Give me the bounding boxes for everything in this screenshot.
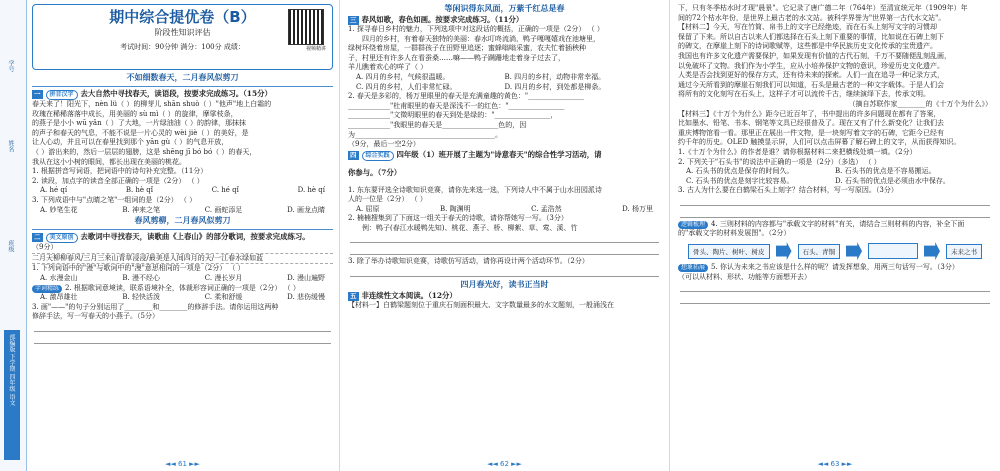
passage-line: 让人心动，并且可以在春里找到那个 yān gù（ ）的气息开放， bbox=[32, 138, 229, 147]
passage-line: 我从在这小小树的眼间，都长出现在美丽的桃花。 bbox=[32, 157, 186, 166]
question: 3. 画"——"的句子分别运用了________和________的修辞手法。请你运用这两种 bbox=[32, 302, 279, 311]
page-63 bbox=[670, 0, 1000, 471]
question: （可以从材料、形状、功能等方面想开去） bbox=[678, 272, 811, 281]
material-line: 【材料一】白鹤梁题刻位于重庆石刻面积最大、文字数量最多的水文题刻，一般涌浅在 bbox=[348, 301, 614, 310]
passage-line: 子，村里还有许多人在看蚕桑……嘛——鸭子蹒跚地走着身子过去了， bbox=[348, 53, 565, 62]
options-row: A. 水漫金山 B. 漫不经心 C. 漫长岁月 D. 漫山遍野 bbox=[40, 273, 325, 282]
question: 1. 东东要评选全诗歌知识竞赛，请你先来选一选，下列诗人中不属于山水田园派诗 bbox=[348, 185, 602, 194]
question: 人的一位是（2分） （ ） bbox=[348, 195, 427, 204]
name-label: 姓名 bbox=[7, 140, 14, 152]
student-id-label: 学号 bbox=[7, 60, 14, 72]
material-line: 重庆博物馆看一看。那里正在展出一件文物，是一块刻写着文字的石碑，它距今已经有 bbox=[678, 128, 944, 137]
flow-arrow-icon bbox=[924, 242, 940, 260]
section-banner: 春风剪柳，二月春风似剪刀 bbox=[134, 216, 231, 226]
material-line: 下，只有冬季枯水时才现"晨景"。它记录了唐广德二年（764年）至清宣统元年（1909年）年 bbox=[678, 4, 968, 12]
citation: （摘自苏联作家________的《十万个为什么》） bbox=[848, 99, 992, 108]
page-number: ◄◄ 61 ►► bbox=[165, 460, 200, 468]
answer-line[interactable] bbox=[680, 208, 990, 218]
question: 修辞手法，写一写春天的小燕子。（5分） bbox=[32, 312, 159, 321]
question: 2. 下列关于"石头书"的说法中正确的一项是（2分）（多选） （ ） bbox=[678, 157, 881, 166]
section-banner: 不如细数春天，二月春风似剪刀 bbox=[126, 73, 239, 82]
question: 3. 下列成语中与"点睛之笔"一组词的是（2分） （ ） bbox=[32, 195, 197, 204]
material-line: 【材料二】今天，写在竹简、帛书上的文字已经绝迹，而在石头上刻写文字的习惯却 bbox=[678, 23, 937, 32]
example: 例：鸭子(春江水暖鸭先知)、桃花、燕子、桥、柳絮、草、莺、溪、竹 bbox=[362, 223, 578, 232]
material-line: 以免破坏了文物。我们作为小学生，应从小培养保护文物的意识，珍爱历史文化遗产。 bbox=[678, 61, 944, 70]
question: 2. 读段，加点字的读音全部正确的一项是（2分） （ ） bbox=[32, 176, 204, 185]
question: 3. 除了举办诗歌知识竞赛，诗歌仿写活动，请你再设计两个活动环节。（2分） bbox=[348, 257, 589, 266]
flow-box-blank[interactable] bbox=[868, 243, 918, 259]
answer-line[interactable] bbox=[34, 334, 331, 344]
answer-line[interactable] bbox=[350, 267, 659, 277]
options-row: A. 妙笔生花 B. 神来之笔 C. 画蛇添足 D. 画龙点睛 bbox=[40, 205, 325, 214]
question: 3. 古人为什么要在白鹤梁石头上刻字？结合材料，写一写原因。（3分） bbox=[678, 186, 898, 195]
passage-line: 四月的乡村，有着春天独特的美丽：春水叮咚流淌，鸭子嘎嘎嬉戏在池塘里， bbox=[362, 34, 600, 43]
material-line: 比如墨水、铅笔、书本、钢笔等文具已经很普及了。现在又有了什么新变化？让我们去 bbox=[678, 119, 944, 128]
options-row: A. 激昂雄壮 B. 轻快活泼 C. 柔和舒缓 D. 悲伤缓慢 bbox=[40, 293, 325, 302]
question: 1.《十万个为什么》的作者是谁？请你根据材料二来把横线处填一填。（2分） bbox=[678, 147, 917, 156]
options-grid: A. 四月的乡村，气候很温暖。 B. 四月的乡村，动物非常幸福。 C. 四月的乡村，人们非常忙碌。 D. 四月的乡村，到处都是柳条。 bbox=[356, 72, 606, 91]
page-title: 期中综合提优卷（B） bbox=[109, 8, 256, 26]
passage-line: （ ）游出来的，然后一层层的翅膀，这是 shēng jī bó bó（ ）的春天， bbox=[32, 147, 257, 156]
page-subtitle: 阶段性知识评估 bbox=[154, 28, 211, 37]
options-grid: A. 石头书的优点是保存的时间久。 B. 石头书的优点是不容易搬运。 C. 石头书的优点是刻字比较容易。 D. 石头书的优点是必须由水中保存。 bbox=[686, 167, 950, 185]
question: 想象拓展 5. 你认为未来之书应该是什么样的呢？请发挥想象，用两三句话写一写。（3分） bbox=[678, 263, 992, 273]
class-label: 班级 bbox=[7, 240, 14, 252]
answer-line[interactable] bbox=[350, 233, 659, 243]
passage-line: 玫瑰在稀稀落落中成长，用美丽的 sù mì（ ）的旋律，摩挲枝条， bbox=[32, 109, 238, 118]
material-line: 通过今天所看到的摩崖石刻我们可以知道，石头是最古老的一种文字载体。于是人们会 bbox=[678, 80, 944, 89]
material-line: 我国也有许多文化遗产需要保护，如果发现有价值的古代石刻，千万不要随便乱刻乱画， bbox=[678, 51, 951, 60]
material-line: 的碑文，在摩崖上刻下的诗词歌赋等，这些都是中华民族历史文化传承的宝贵遗产。 bbox=[678, 42, 937, 51]
exam-meta: 考试时间：90分钟 满分：100分 成绩： bbox=[120, 43, 245, 51]
question: 逻辑梳理 4. 三则材料的内容都与"承载文字的材料"有关，请结合三则材料的内容，补全下面 bbox=[678, 220, 992, 230]
material-line: 间的72个枯水年份，是世界上最古老的水文站。被科学界誉为"世界第一古代水文站"。 bbox=[678, 13, 946, 22]
answer-line[interactable] bbox=[350, 245, 659, 255]
material-line: 约千年的历史。OLED 触摸显示屏，人们可以点击屏幕了解石碑上的文字，从而获得知识。 bbox=[678, 138, 961, 147]
section-banner: 四月春光好，读书正当时 bbox=[460, 280, 549, 290]
exam-title-box bbox=[32, 4, 333, 70]
passage-line: 绿树环绕着房屋，一群群孩子在田野里追逐；蜜蜂嗡嗡采蜜，农夫忙着插秧种 bbox=[348, 44, 586, 53]
passage-line: 春天来了！阳光下，nèn lǜ（ ）的柳芽儿 shān shuò（ ）"他声"地上白霜的 bbox=[32, 100, 272, 108]
section-heading: 四 综合实践 四年级（1）班开展了主题为"诗意春天"的综合性学习活动，请 bbox=[350, 149, 602, 159]
answer-line[interactable] bbox=[680, 294, 990, 304]
question: 1. 探寻春日乡村的魅力，下列选项中对这段话的概括，正确的一项是（2分） （ ） bbox=[348, 25, 604, 33]
material-line: 【材料三】《十万个为什么》距今已近百年了，书中提出的许多问题现在都有了答案， bbox=[678, 109, 941, 118]
material-flow-diagram bbox=[688, 242, 982, 260]
material-line: 将所有的文化刻写在石头上，这样子才可以流传千古，继续演绎下去，传承文明。 bbox=[678, 90, 930, 99]
section-heading: 三 春风如歌，春色如画。按要求完成练习。（11分） bbox=[350, 15, 524, 24]
options-row: A. hé qí B. hè qǐ C. hé qǐ D. hè qí bbox=[40, 186, 325, 195]
answer-line[interactable] bbox=[34, 322, 331, 332]
page-62 bbox=[340, 0, 670, 471]
question: 为________________________________________。 bbox=[348, 130, 502, 139]
question: ____________"文徵明眼里的春天到处是绿的："________________， bbox=[348, 111, 558, 120]
binding-strip bbox=[0, 0, 27, 471]
section-heading: 二 美文原创 去歌词中寻找春天，读歌曲《上春山》的部分歌词，按要求完成练习。 bbox=[34, 232, 310, 242]
question: ____________"我眼里的春天是________________色的，因 bbox=[348, 120, 527, 129]
page-61 bbox=[26, 0, 340, 471]
edition-band: 部编版 下学期 四年级 语文 bbox=[4, 330, 20, 460]
options-row: A. 屈原 B. 陶渊明 C. 孟浩然 D. 杨万里 bbox=[356, 204, 653, 213]
material-line: 人类是否会找到更好的保存方式，还有待未来的探索。人们一直在追寻一种记录方式， bbox=[678, 71, 944, 80]
page-number: ◄◄ 62 ►► bbox=[487, 460, 522, 468]
question: 2. 楠楠搜集到了下面这一组关于春天的诗歌，请你帮她写一写。（3分） bbox=[348, 214, 568, 223]
question: 1. 下列词语中的"漫"与歌词中的"漫"意思相同的一项是（2分） （ ） bbox=[32, 264, 245, 273]
section-heading-cont: 你参与。（7分） bbox=[348, 168, 402, 178]
question: 2. 春天是多彩的，杨万里眼里的春天是充满童趣的黄色："________________ bbox=[348, 92, 585, 101]
answer-line[interactable] bbox=[680, 196, 990, 206]
answer-line[interactable] bbox=[680, 282, 990, 292]
score-note: （9分） bbox=[32, 243, 58, 252]
flow-box: 石头、青铜 bbox=[798, 244, 841, 259]
question: 1. 根据拼音写词语，把词语中的诗句补充完整。（11分） bbox=[32, 167, 208, 176]
material-line: 保留了下来。所以自古以来人们都选择在石头上刻下重要的事情，比如说在石碑上刻下 bbox=[678, 32, 944, 41]
flow-arrow-icon bbox=[776, 242, 792, 260]
question: 的"承载文字的材料发展图"。（2分） bbox=[678, 229, 791, 238]
passage-line: 的燕子是小小 wū yǎn（ ）了大地，一片绿油油（ ）的韵律，那抹抹 bbox=[32, 119, 247, 128]
question: 字词精练 2. 根据歌词意境读，联系语境补全，体裁形容词正确的一项是（2分） （ ） bbox=[32, 284, 333, 294]
section-heading: 五 非连续性文本阅读。（12分） bbox=[350, 291, 457, 301]
section-banner: 等闲识得东风面，万紫千红总是春 bbox=[444, 4, 565, 13]
page-number: ◄◄ 63 ►► bbox=[817, 460, 853, 468]
section-heading: 一 拼音汉字 去大自然中寻找春天，读语段，按要求完成练习。（15分） bbox=[34, 89, 272, 98]
question: ____________"杜甫眼里的春天是深浅不一的红色："________________ bbox=[348, 101, 565, 110]
flow-box: 骨头、陶片、树叶、树皮 bbox=[688, 244, 770, 259]
passage-line: 的声子和春天的气息，不能不说是一片心灵的 wèi jiè（ ）的美好，是 bbox=[32, 128, 249, 137]
flow-box: 未来之书 bbox=[946, 244, 982, 259]
qr-code-icon bbox=[288, 9, 324, 45]
qr-label: 视频精讲 bbox=[305, 46, 326, 52]
flow-arrow-icon bbox=[846, 242, 862, 260]
passage-line: 羊儿瞧着欢心的咩了（ ） bbox=[348, 63, 428, 72]
lyrics: 二月天柳柳春风/三月三来山青草浸浸/最美是人间四月的天/一江春水绿如蓝 bbox=[32, 253, 333, 265]
score-note: （9分，最后一空2分） bbox=[348, 140, 420, 149]
